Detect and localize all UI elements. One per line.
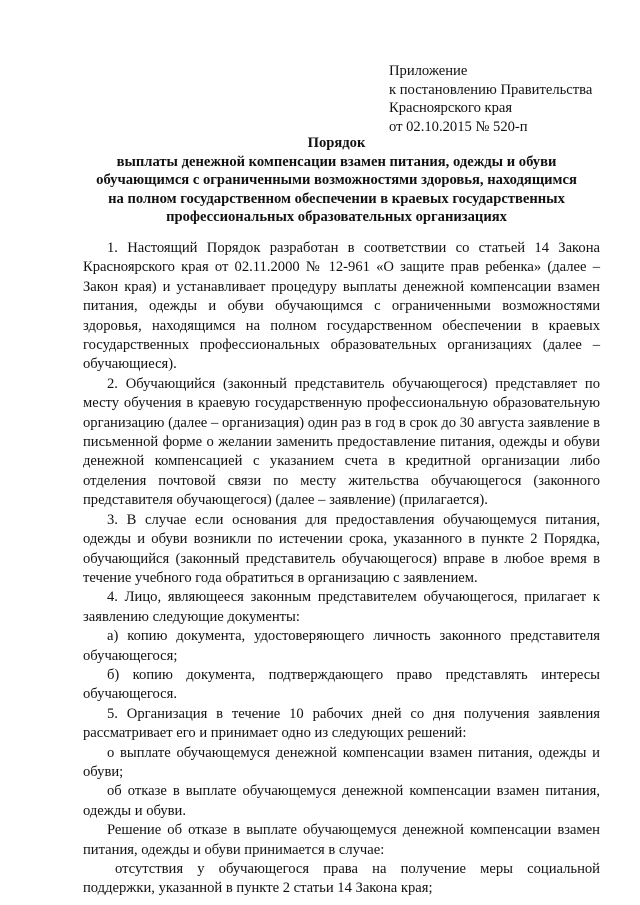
- paragraph-1: 1. Настоящий Порядок разработан в соответствии со статьей 14 Закона Красноярского края от 02.11.2000 № 12-961 «О защите прав ребенка» (далее – Закон края) и устанавливает процедуру выплаты денежной компенсации взамен питания, одежды и обуви обучающимся с ограниченными возможностями здоровья, находящимся на полном государственном обеспечении в краевых государственных профессиональных образовательных организациях (далее – обучающиеся).: [83, 240, 600, 373]
- document-title: [60, 134, 613, 227]
- document-body: [83, 239, 600, 899]
- paragraph-3: 3. В случае если основания для предоставления обучающемуся питания, одежды и обуви возникли по истечении срока, указанного в пункте 2 Порядка, обучающийся (законный представитель обучающегося) вправе в любое время в течение учебного года обратиться в организацию с заявлением.: [83, 511, 600, 586]
- appendix-line-3: Красноярского края: [389, 100, 513, 117]
- title-line-1: выплаты денежной компенсации взамен питания, одежды и обуви: [116, 153, 557, 170]
- paragraph-5: 5. Организация в течение 10 рабочих дней со дня получения заявления рассматривает его и принимает одно из следующих решений:: [83, 705, 600, 742]
- appendix-line-1: Приложение: [389, 63, 468, 79]
- paragraph-4a: а) копию документа, удостоверяющего личность законного представителя обучающегося;: [83, 628, 600, 664]
- paragraph-2: 2. Обучающийся (законный представитель обучающегося) представляет по месту обучения в краевую государственную профессиональную образовательную организацию (далее – организация) один раз в год в срок до 30 августа заявление в письменной форме о желании заменить предоставление питания, одежды и обуви денежной компенсацией с указанием счета в кредитной организации либо отделения почтовой связи по месту жительства обучающегося (законного представителя обучающегося) (далее – заявление) (прилагается).: [83, 375, 600, 509]
- paragraph-4: 4. Лицо, являющееся законным представителем обучающегося, прилагает к заявлению следующие документы:: [83, 589, 600, 625]
- title-line-4: профессиональных образовательных организациях: [166, 209, 507, 225]
- paragraph-5-option-1: о выплате обучающемуся денежной компенсации взамен питания, одежды и обуви;: [83, 744, 600, 780]
- appendix-line-4: от 02.10.2015 № 520-п: [389, 119, 528, 136]
- title-heading: Порядок: [307, 135, 366, 151]
- paragraph-4b: б) копию документа, подтверждающего право представлять интересы обучающегося.: [83, 666, 600, 703]
- appendix-block: [389, 62, 629, 137]
- appendix-line-2: к постановлению Правительства: [389, 81, 593, 98]
- paragraph-5-option-2: об отказе в выплате обучающемуся денежной компенсации взамен питания, одежды и обуви.: [83, 783, 600, 819]
- paragraph-refusal-reason-1: отсутствия у обучающегося права на получение меры социальной поддержки, указанной в пункте 2 статьи 14 Закона края;: [83, 861, 600, 897]
- title-line-2: обучающимся с ограниченными возможностями здоровья, находящимся: [96, 172, 577, 188]
- title-line-3: на полном государственном обеспечении в краевых государственных: [108, 190, 565, 207]
- paragraph-refusal-decision: Решение об отказе в выплате обучающемуся денежной компенсации взамен питания, одежды и обуви принимается в случае:: [83, 822, 600, 858]
